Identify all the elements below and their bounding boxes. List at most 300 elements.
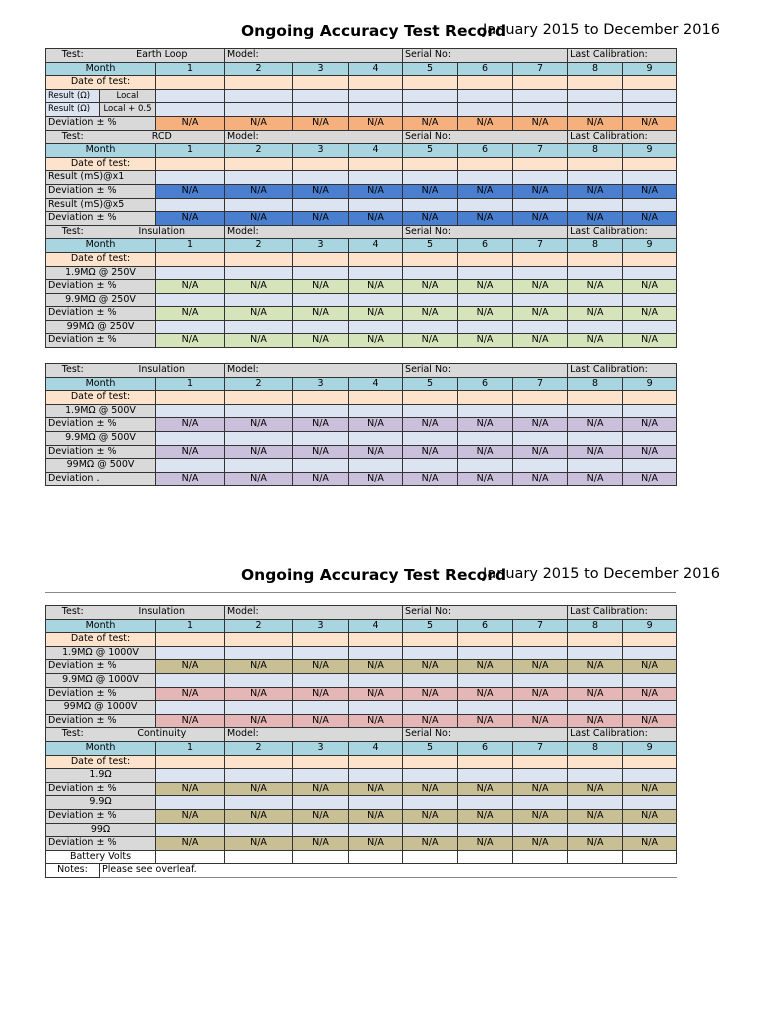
deviation-cell: N/A [568,445,623,459]
result-cell[interactable] [349,823,403,837]
result-cell[interactable] [293,89,349,103]
result-cell[interactable] [293,796,349,810]
result-label: 9.9MΩ @ 500V [46,431,156,445]
result-cell[interactable] [568,198,623,212]
result-cell[interactable] [458,769,513,783]
date-cell[interactable] [403,633,458,647]
date-label: Date of test: [46,391,156,405]
deviation-cell: N/A [623,660,677,674]
notes-text[interactable]: Please see overleaf. [100,864,677,878]
deviation-cell: N/A [225,472,293,486]
result-cell[interactable] [225,701,293,715]
result-cell[interactable] [156,293,225,307]
result-cell[interactable] [403,459,458,473]
battery-cell[interactable] [458,850,513,864]
battery-cell[interactable] [293,850,349,864]
result-cell[interactable] [403,171,458,185]
result-cell[interactable] [568,646,623,660]
result-label: Result (Ω) [46,89,100,103]
result-cell[interactable] [293,266,349,280]
battery-cell[interactable] [156,850,225,864]
result-label: 9.9MΩ @ 1000V [46,673,156,687]
result-cell[interactable] [568,823,623,837]
result-cell[interactable] [458,431,513,445]
date-cell[interactable] [623,633,677,647]
result-cell[interactable] [156,431,225,445]
date-cell[interactable] [349,633,403,647]
continuity-header-row [46,728,677,742]
date-cell[interactable] [156,252,225,266]
result-cell[interactable] [568,404,623,418]
deviation-cell: N/A [568,418,623,432]
deviation-cell: N/A [349,837,403,851]
battery-cell[interactable] [568,850,623,864]
result-cell[interactable] [403,89,458,103]
deviation-cell: N/A [156,837,225,851]
result-cell[interactable] [293,404,349,418]
result-cell[interactable] [156,769,225,783]
deviation-row [46,687,677,701]
result-cell[interactable] [293,431,349,445]
month-cell: 5 [403,62,458,76]
page-title: Ongoing Accuracy Test Record [241,566,507,584]
date-cell[interactable] [458,157,513,171]
result-cell[interactable] [403,404,458,418]
result-cell[interactable] [225,646,293,660]
result-cell[interactable] [349,673,403,687]
date-cell[interactable] [293,391,349,405]
result-cell[interactable] [403,673,458,687]
result-cell[interactable] [225,293,293,307]
result-cell[interactable] [513,431,568,445]
result-cell[interactable] [293,646,349,660]
date-cell[interactable] [458,633,513,647]
result-cell[interactable] [156,171,225,185]
deviation-cell: N/A [513,445,568,459]
result-cell[interactable] [403,823,458,837]
month-cell: 4 [349,62,403,76]
result-cell[interactable] [225,673,293,687]
deviation-cell: N/A [458,445,513,459]
date-cell[interactable] [225,755,293,769]
result-cell[interactable] [458,673,513,687]
date-cell[interactable] [156,157,225,171]
month-label: Month [46,377,156,391]
date-cell[interactable] [349,755,403,769]
date-cell[interactable] [623,391,677,405]
serial-label: Serial No: [403,364,568,378]
date-cell[interactable] [513,252,568,266]
result-cell[interactable] [568,769,623,783]
result-cell[interactable] [156,266,225,280]
result-cell[interactable] [349,103,403,117]
deviation-cell: N/A [349,418,403,432]
date-cell[interactable] [568,755,623,769]
deviation-cell: N/A [225,418,293,432]
date-cell[interactable] [403,252,458,266]
deviation-cell: N/A [349,809,403,823]
date-cell[interactable] [513,76,568,90]
test-name: RCD [100,130,225,144]
result-cell[interactable] [349,769,403,783]
result-cell[interactable] [225,431,293,445]
result-cell[interactable] [513,673,568,687]
result-cell[interactable] [513,796,568,810]
test-name: Earth Loop [100,49,225,63]
month-cell: 5 [403,741,458,755]
result-cell[interactable] [513,293,568,307]
date-cell[interactable] [156,391,225,405]
serial-label: Serial No: [403,606,568,620]
result-cell[interactable] [403,198,458,212]
result-cell[interactable] [349,701,403,715]
model-label: Model: [225,606,403,620]
result-cell[interactable] [513,823,568,837]
date-cell[interactable] [458,252,513,266]
result-cell[interactable] [349,796,403,810]
result-cell[interactable] [349,459,403,473]
result-cell[interactable] [623,293,677,307]
deviation-cell: N/A [458,472,513,486]
deviation-label: Deviation . [46,472,156,486]
result-cell[interactable] [293,701,349,715]
result-cell[interactable] [623,171,677,185]
result-cell[interactable] [156,796,225,810]
date-row [46,755,677,769]
result-cell[interactable] [458,266,513,280]
deviation-cell: N/A [225,687,293,701]
deviation-cell: N/A [293,472,349,486]
result-cell[interactable] [349,266,403,280]
result-cell[interactable] [293,320,349,334]
date-cell[interactable] [156,633,225,647]
deviation-row [46,116,677,130]
result-cell[interactable] [293,171,349,185]
battery-cell[interactable] [403,850,458,864]
month-cell: 2 [225,377,293,391]
result-cell[interactable] [568,320,623,334]
date-cell[interactable] [293,76,349,90]
date-cell[interactable] [568,391,623,405]
deviation-cell: N/A [349,714,403,728]
month-cell: 9 [623,239,677,253]
result-cell[interactable] [403,796,458,810]
result-cell[interactable] [225,823,293,837]
result-cell[interactable] [458,198,513,212]
result-cell[interactable] [349,404,403,418]
deviation-cell: N/A [293,660,349,674]
result-cell[interactable] [225,198,293,212]
date-cell[interactable] [568,76,623,90]
result-cell[interactable] [513,103,568,117]
result-cell[interactable] [568,459,623,473]
result-cell[interactable] [623,431,677,445]
deviation-cell: N/A [403,212,458,226]
deviation-label: Deviation ± % [46,212,156,226]
result-cell[interactable] [513,266,568,280]
date-cell[interactable] [225,391,293,405]
month-cell: 2 [225,144,293,158]
result-row [46,796,677,810]
result-label: Result (Ω) [46,103,100,117]
insulation-250-header-row [46,225,677,239]
deviation-cell: N/A [156,212,225,226]
result-cell[interactable] [458,320,513,334]
result-cell[interactable] [568,796,623,810]
result-label: Result (mS)@x1 [46,171,156,185]
deviation-cell: N/A [568,714,623,728]
deviation-row [46,445,677,459]
deviation-cell: N/A [513,782,568,796]
result-cell[interactable] [225,796,293,810]
result-cell[interactable] [349,171,403,185]
result-cell[interactable] [156,198,225,212]
date-row [46,633,677,647]
result-cell[interactable] [513,320,568,334]
page-title: Ongoing Accuracy Test Record [241,22,507,40]
result-cell[interactable] [623,320,677,334]
deviation-cell: N/A [349,445,403,459]
result-cell[interactable] [458,103,513,117]
result-cell[interactable] [225,266,293,280]
result-cell[interactable] [568,701,623,715]
deviation-cell: N/A [403,445,458,459]
month-label: Month [46,741,156,755]
date-cell[interactable] [403,157,458,171]
result-cell[interactable] [156,89,225,103]
result-cell[interactable] [568,171,623,185]
result-cell[interactable] [403,769,458,783]
result-cell[interactable] [458,404,513,418]
result-cell[interactable] [225,103,293,117]
result-cell[interactable] [458,823,513,837]
result-cell[interactable] [349,646,403,660]
result-cell[interactable] [568,431,623,445]
result-cell[interactable] [623,103,677,117]
result-cell[interactable] [513,459,568,473]
result-row [46,103,677,117]
date-cell[interactable] [349,76,403,90]
result-cell[interactable] [513,701,568,715]
battery-cell[interactable] [623,850,677,864]
date-cell[interactable] [156,755,225,769]
result-cell[interactable] [568,673,623,687]
result-cell[interactable] [293,293,349,307]
result-cell[interactable] [458,701,513,715]
deviation-label: Deviation ± % [46,445,156,459]
deviation-cell: N/A [458,660,513,674]
deviation-label: Deviation ± % [46,837,156,851]
date-cell[interactable] [156,76,225,90]
date-cell[interactable] [568,252,623,266]
result-cell[interactable] [225,89,293,103]
result-cell[interactable] [623,459,677,473]
result-cell[interactable] [225,459,293,473]
result-cell[interactable] [293,103,349,117]
result-row [46,673,677,687]
battery-cell[interactable] [513,850,568,864]
date-cell[interactable] [513,391,568,405]
test-label: Test: [46,225,100,239]
result-cell[interactable] [458,293,513,307]
result-cell[interactable] [403,266,458,280]
deviation-cell: N/A [458,714,513,728]
date-cell[interactable] [568,157,623,171]
date-cell[interactable] [225,252,293,266]
deviation-cell: N/A [568,687,623,701]
page-subtitle: January 2015 to December 2016 [483,22,720,38]
deviation-cell: N/A [156,280,225,294]
date-label: Date of test: [46,755,156,769]
deviation-cell: N/A [349,280,403,294]
result-cell[interactable] [349,320,403,334]
deviation-cell: N/A [403,714,458,728]
month-cell: 7 [513,144,568,158]
date-cell[interactable] [568,633,623,647]
date-cell[interactable] [293,633,349,647]
date-cell[interactable] [513,157,568,171]
deviation-cell: N/A [623,418,677,432]
result-cell[interactable] [513,646,568,660]
result-row [46,646,677,660]
date-cell[interactable] [349,252,403,266]
notes-label: Notes: [46,864,100,878]
month-label: Month [46,62,156,76]
result-cell[interactable] [623,198,677,212]
result-cell[interactable] [349,89,403,103]
result-cell[interactable] [293,459,349,473]
result-cell[interactable] [623,404,677,418]
result-cell[interactable] [458,646,513,660]
result-cell[interactable] [403,431,458,445]
result-cell[interactable] [349,293,403,307]
date-cell[interactable] [225,157,293,171]
date-cell[interactable] [349,157,403,171]
month-cell: 7 [513,62,568,76]
result-cell[interactable] [349,431,403,445]
deviation-cell: N/A [349,116,403,130]
result-cell[interactable] [293,673,349,687]
result-cell[interactable] [293,823,349,837]
deviation-cell: N/A [349,212,403,226]
result-cell[interactable] [513,198,568,212]
date-cell[interactable] [513,633,568,647]
result-cell[interactable] [156,823,225,837]
result-cell[interactable] [568,103,623,117]
deviation-cell: N/A [156,334,225,348]
deviation-cell: N/A [623,809,677,823]
notes-row [46,864,677,878]
battery-cell[interactable] [225,850,293,864]
result-cell[interactable] [156,103,225,117]
result-cell[interactable] [156,673,225,687]
result-cell[interactable] [225,769,293,783]
result-cell[interactable] [225,404,293,418]
result-cell[interactable] [513,89,568,103]
date-cell[interactable] [225,633,293,647]
date-cell[interactable] [349,391,403,405]
result-cell[interactable] [458,171,513,185]
result-cell[interactable] [293,769,349,783]
result-cell[interactable] [156,701,225,715]
result-cell[interactable] [568,293,623,307]
date-cell[interactable] [293,157,349,171]
battery-cell[interactable] [349,850,403,864]
result-cell[interactable] [458,459,513,473]
month-cell: 3 [293,144,349,158]
date-cell[interactable] [623,755,677,769]
deviation-cell: N/A [156,116,225,130]
date-cell[interactable] [225,76,293,90]
result-cell[interactable] [623,89,677,103]
date-cell[interactable] [403,76,458,90]
result-cell[interactable] [156,646,225,660]
result-cell[interactable] [458,89,513,103]
result-cell[interactable] [293,198,349,212]
result-cell[interactable] [156,459,225,473]
result-cell[interactable] [513,171,568,185]
date-cell[interactable] [623,252,677,266]
result-label: 9.9MΩ @ 250V [46,293,156,307]
test-label: Test: [46,364,100,378]
result-label: 1.9MΩ @ 500V [46,404,156,418]
date-cell[interactable] [293,252,349,266]
result-cell[interactable] [458,796,513,810]
date-cell[interactable] [458,76,513,90]
date-cell[interactable] [403,391,458,405]
result-cell[interactable] [156,404,225,418]
result-cell[interactable] [623,701,677,715]
month-row [46,619,677,633]
date-cell[interactable] [403,755,458,769]
result-cell[interactable] [403,646,458,660]
date-cell[interactable] [458,391,513,405]
result-cell[interactable] [513,769,568,783]
date-cell[interactable] [458,755,513,769]
month-cell: 9 [623,377,677,391]
date-cell[interactable] [293,755,349,769]
result-cell[interactable] [623,796,677,810]
deviation-cell: N/A [513,687,568,701]
result-cell[interactable] [156,320,225,334]
result-cell[interactable] [623,646,677,660]
result-cell[interactable] [403,103,458,117]
result-cell[interactable] [513,404,568,418]
date-cell[interactable] [623,157,677,171]
result-cell[interactable] [568,266,623,280]
result-cell[interactable] [623,673,677,687]
deviation-label: Deviation ± % [46,687,156,701]
deviation-cell: N/A [623,116,677,130]
result-cell[interactable] [623,769,677,783]
result-cell[interactable] [623,266,677,280]
deviation-row [46,418,677,432]
result-cell[interactable] [403,701,458,715]
result-cell[interactable] [349,198,403,212]
date-cell[interactable] [513,755,568,769]
result-cell[interactable] [403,293,458,307]
result-cell[interactable] [623,823,677,837]
result-cell[interactable] [225,320,293,334]
date-cell[interactable] [623,76,677,90]
result-cell[interactable] [403,320,458,334]
month-cell: 7 [513,619,568,633]
deviation-cell: N/A [403,184,458,198]
model-label: Model: [225,225,403,239]
result-cell[interactable] [225,171,293,185]
deviation-cell: N/A [293,116,349,130]
result-cell[interactable] [568,89,623,103]
